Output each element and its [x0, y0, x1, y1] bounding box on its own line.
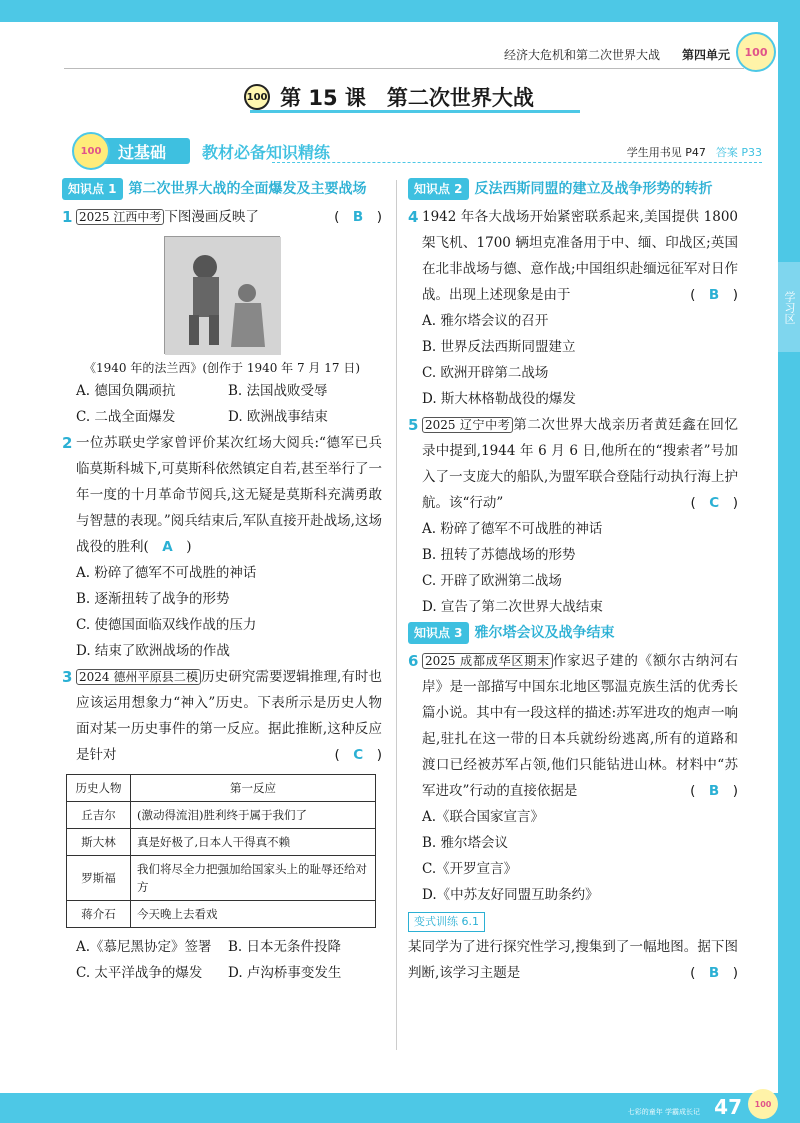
section-banner — [72, 138, 762, 166]
cartoon-image — [164, 236, 280, 354]
answer-box: ( A ) — [143, 539, 192, 555]
table-cell: 斯大林 — [67, 829, 131, 856]
knowledge-point-3 — [408, 620, 738, 646]
table-header: 历史人物 — [67, 775, 131, 802]
option-b[interactable]: B. 法国战败受辱 — [228, 383, 328, 399]
option-a[interactable]: A. 粉碎了德军不可战胜的神话 — [76, 565, 257, 581]
table-header: 第一反应 — [131, 775, 376, 802]
option-a[interactable]: A.《慕尼黑协定》签署 — [76, 939, 212, 955]
question-stem: 历史研究需要逻辑推理,有时也应该运用想象力“神入”历史。下表所示是历史人物面对某一历史事件的第一反应。据此推断,这种反应是针对 — [76, 669, 382, 763]
question-1 — [62, 204, 382, 230]
lesson-badge-icon: 100 — [244, 84, 270, 110]
section-badge-icon: 100 — [72, 132, 110, 170]
question-number: 6 — [408, 652, 419, 670]
answer: B — [708, 287, 720, 303]
question-number: 4 — [408, 208, 419, 226]
variant-tag: 变式训练 6.1 — [408, 912, 485, 932]
knowledge-point-2 — [408, 176, 738, 202]
lesson-title-text: 第 15 课 第二次世界大战 — [280, 86, 534, 110]
option-b[interactable]: B. 雅尔塔会议 — [422, 835, 509, 851]
section-sub-label: 教材必备知识精练 — [202, 142, 331, 162]
right-column — [408, 176, 738, 986]
footer-badge-icon: 100 — [748, 1089, 778, 1119]
question-source: 2025 江西中考 — [76, 209, 164, 225]
option-d[interactable]: D. 欧洲战事结束 — [228, 409, 328, 425]
option-b[interactable]: B. 扭转了苏德战场的形势 — [422, 547, 576, 563]
question-stem: 作家迟子建的《额尔古纳河右岸》是一部描写中国东北地区鄂温克族生活的优秀长篇小说。其中有一段这样的描述:苏军进攻的炮声一响起,驻扎在这一带的日本兵就纷纷逃离,所有的道路和渡口已经被苏军占领,他们只能钻进山林。材料中“苏军进攻”行动的直接依据是 — [422, 653, 738, 799]
column-divider — [396, 180, 397, 1050]
running-title: 经济大危机和第二次世界大战 — [503, 48, 660, 62]
question-stem: 1942 年各大战场开始紧密联系起来,美国提供 1800 架飞机、1700 辆坦克准备用于中、缅、印战区;英国在北非战场与德、意作战;中国组织赴缅远征军对日作战。出现上述现象是由于 — [422, 209, 738, 303]
kp-title: 第二次世界大战的全面爆发及主要战场 — [128, 181, 367, 197]
question-source: 2024 德州平原县二模 — [76, 669, 201, 685]
answer: A — [162, 539, 173, 555]
option-c[interactable]: C. 欧洲开辟第二战场 — [422, 365, 549, 381]
table-cell: 丘吉尔 — [67, 802, 131, 829]
right-color-bar — [778, 0, 800, 1123]
option-b[interactable]: B. 世界反法西斯同盟建立 — [422, 339, 576, 355]
kp-title: 反法西斯同盟的建立及战争形势的转折 — [474, 181, 713, 197]
question-number: 1 — [62, 208, 73, 226]
kp-tag: 知识点 2 — [408, 178, 469, 200]
table-row — [67, 856, 376, 901]
option-d[interactable]: D.《中苏友好同盟互助条约》 — [422, 887, 599, 903]
table-row — [67, 829, 376, 856]
section-reference — [627, 144, 762, 160]
table-cell: 我们将尽全力把强加给国家头上的耻辱还给对方 — [131, 856, 376, 901]
answer-box: ( C ) — [690, 495, 738, 511]
question-stem: 某同学为了进行探究性学习,搜集到了一幅地图。据下图判断,该学习主题是 — [408, 939, 738, 981]
question-6 — [408, 648, 738, 804]
answer: B — [708, 783, 720, 799]
option-c[interactable]: C. 太平洋战争的爆发 — [76, 965, 203, 981]
banner-dashed-line — [272, 162, 762, 163]
answer-box: ( B ) — [690, 287, 738, 303]
table-cell: (激动得流泪)胜利终于属于我们了 — [131, 802, 376, 829]
answer: B — [352, 209, 364, 225]
title-underline — [250, 110, 580, 113]
book-reference: 学生用书见 P47 — [626, 146, 706, 159]
option-a[interactable]: A.《联合国家宣言》 — [422, 809, 545, 825]
running-header — [450, 46, 730, 63]
table-header-row — [67, 775, 376, 802]
option-c[interactable]: C. 使德国面临双线作战的压力 — [76, 617, 257, 633]
answer: B — [708, 965, 720, 981]
table-cell: 蒋介石 — [67, 901, 131, 928]
question-stem: 下图漫画反映了 — [164, 209, 259, 225]
option-a[interactable]: A. 雅尔塔会议的召开 — [422, 313, 549, 329]
question-stem: 一位苏联史学家曾评价某次红场大阅兵:“德军已兵临莫斯科城下,可莫斯科依然镇定自若,甚至举行了一年一度的十月革命节阅兵,这无疑是莫斯科充满勇敢与智慧的表现。”阅兵结束后,军队直接开赴战场,这场战役的胜利 — [76, 435, 382, 555]
top-color-bar — [0, 0, 800, 22]
options-row — [62, 378, 382, 404]
knowledge-point-1 — [62, 176, 382, 202]
option-b[interactable]: B. 逐渐扭转了战争的形势 — [76, 591, 230, 607]
option-d[interactable]: D. 斯大林格勒战役的爆发 — [422, 391, 576, 407]
kp-tag: 知识点 3 — [408, 622, 469, 644]
options-row — [62, 404, 382, 430]
question-number: 3 — [62, 668, 73, 686]
footer-small-text: 七彩的童年 学霸成长记 — [627, 1108, 700, 1116]
header-divider — [64, 68, 744, 69]
question-number: 2 — [62, 434, 73, 452]
left-column — [62, 176, 382, 986]
question-source: 2025 成都成华区期末 — [422, 653, 553, 669]
reaction-table — [66, 774, 376, 928]
table-cell: 今天晚上去看戏 — [131, 901, 376, 928]
answer: C — [353, 747, 364, 763]
section-main-label: 过基础 — [94, 138, 190, 164]
table-cell: 真是好极了,日本人干得真不赖 — [131, 829, 376, 856]
option-d[interactable]: D. 结束了欧洲战场的作战 — [76, 643, 230, 659]
answer-box: ( B ) — [690, 783, 738, 799]
lesson-title — [0, 82, 778, 112]
table-row — [67, 901, 376, 928]
option-b[interactable]: B. 日本无条件投降 — [228, 939, 342, 955]
page-number: 47 — [714, 1095, 742, 1119]
kp-title: 雅尔塔会议及战争结束 — [474, 625, 615, 641]
question-stem: 第二次世界大战亲历者黄廷鑫在回忆录中提到,1944 年 6 月 6 日,他所在的“搜索者”号加入了一支庞大的船队,为盟军联合登陆行动执行海上护航。该“行动” — [422, 417, 738, 511]
corner-badge-icon: 100 — [736, 32, 776, 72]
option-d[interactable]: D. 卢沟桥事变发生 — [228, 965, 342, 981]
option-d[interactable]: D. 宣告了第二次世界大战结束 — [422, 599, 603, 615]
option-c[interactable]: C. 开辟了欧洲第二战场 — [422, 573, 562, 589]
table-row — [67, 802, 376, 829]
question-2 — [62, 430, 382, 560]
option-a[interactable]: A. 粉碎了德军不可战胜的神话 — [422, 521, 603, 537]
image-caption: 《1940 年的法兰西》(创作于 1940 年 7 月 17 日) — [83, 361, 361, 375]
answer: C — [709, 495, 720, 511]
question-4 — [408, 204, 738, 308]
option-a[interactable]: A. 德国负隅顽抗 — [76, 383, 176, 399]
table-cell: 罗斯福 — [67, 856, 131, 901]
answer-box: ( B ) — [334, 209, 382, 225]
answer-box: ( B ) — [690, 965, 738, 981]
question-number: 5 — [408, 416, 419, 434]
option-c[interactable]: C.《开罗宣言》 — [422, 861, 518, 877]
answer-reference: 答案 P33 — [715, 146, 762, 159]
unit-label: 第四单元 — [681, 48, 730, 62]
option-c[interactable]: C. 二战全面爆发 — [76, 409, 176, 425]
options-row — [62, 934, 382, 960]
answer-box: ( C ) — [334, 747, 382, 763]
question-5 — [408, 412, 738, 516]
variant-question — [408, 934, 738, 986]
side-tab[interactable]: 学习区 — [778, 262, 800, 352]
question-source: 2025 辽宁中考 — [422, 417, 513, 433]
question-3 — [62, 664, 382, 768]
kp-tag: 知识点 1 — [62, 178, 123, 200]
options-row — [62, 960, 382, 986]
